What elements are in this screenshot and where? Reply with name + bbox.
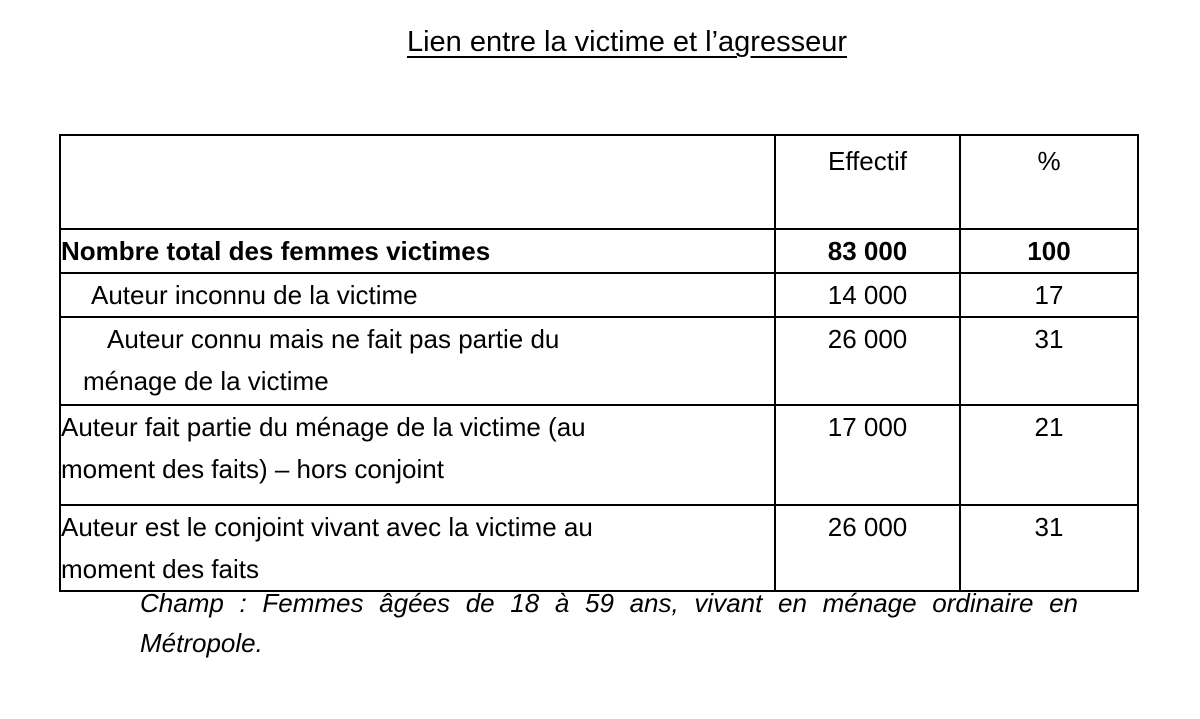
row-effectif: 83 000 — [775, 229, 960, 273]
table-row — [60, 505, 1138, 591]
row-percent: 17 — [960, 273, 1138, 317]
row-label-line: moment des faits — [61, 554, 259, 584]
header-label-cell — [60, 135, 775, 229]
row-percent: 100 — [960, 229, 1138, 273]
row-label-line: Auteur est le conjoint vivant avec la victime au — [61, 512, 593, 542]
table-row — [60, 405, 1138, 505]
row-label: Nombre total des femmes victimes — [60, 229, 775, 273]
row-label-line: ménage de la victime — [83, 366, 329, 396]
table-row-total — [60, 229, 1138, 273]
header-effectif: Effectif — [775, 135, 960, 229]
row-effectif: 17 000 — [775, 405, 960, 505]
row-label — [60, 317, 775, 405]
row-percent: 31 — [960, 505, 1138, 591]
row-label — [60, 505, 775, 591]
row-percent: 21 — [960, 405, 1138, 505]
row-percent: 31 — [960, 317, 1138, 405]
row-label — [60, 405, 775, 505]
victim-aggressor-table — [59, 134, 1139, 592]
row-effectif: 14 000 — [775, 273, 960, 317]
row-label-line: moment des faits) – hors conjoint — [61, 454, 444, 484]
table-header-row — [60, 135, 1138, 229]
header-percent: % — [960, 135, 1138, 229]
row-label-line: Auteur fait partie du ménage de la victime (au — [61, 412, 586, 442]
scope-note: Champ : Femmes âgées de 18 à 59 ans, vivant en ménage ordinaire en Métropole. — [140, 588, 1078, 658]
page-title: Lien entre la victime et l’agresseur — [406, 26, 848, 58]
row-effectif: 26 000 — [775, 505, 960, 591]
row-label-line: Auteur connu mais ne fait pas partie du — [107, 324, 560, 354]
row-label: Auteur inconnu de la victime — [60, 273, 775, 317]
table-row — [60, 317, 1138, 405]
table-row — [60, 273, 1138, 317]
row-effectif: 26 000 — [775, 317, 960, 405]
